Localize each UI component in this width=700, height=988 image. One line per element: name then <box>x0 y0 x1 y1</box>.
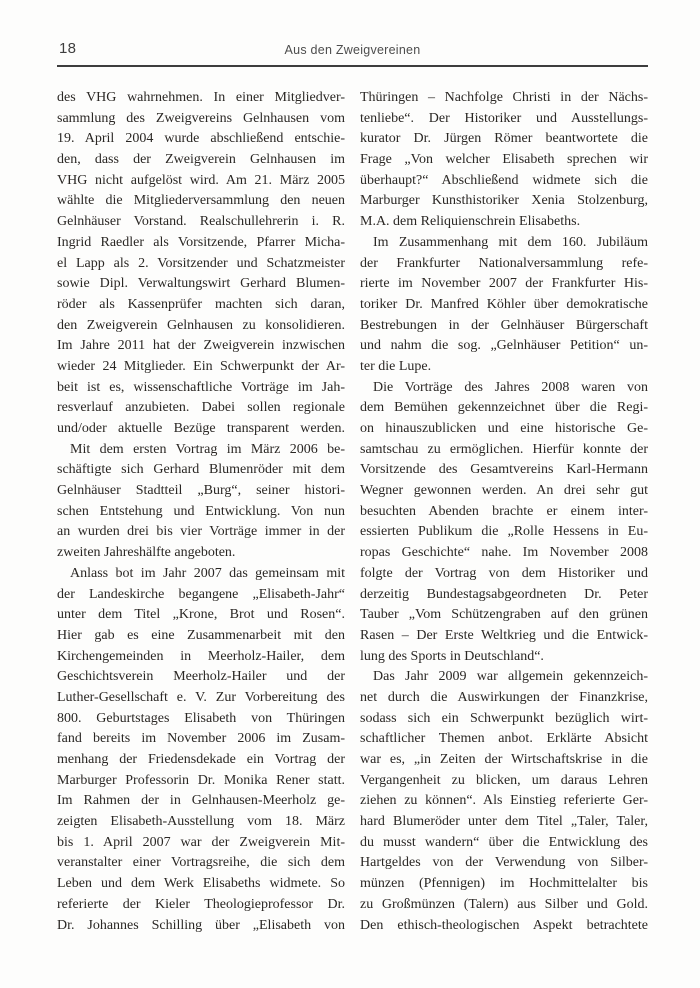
text-line: Rasen – Der Erste Weltkrieg und die Entwick- <box>360 627 648 643</box>
text-line: Mit dem ersten Vortrag im März 2006 be- <box>70 441 345 457</box>
text-line: fand bereits im November 2006 im Zusam- <box>57 731 345 747</box>
text-line: unter dem Titel „Krone, Brot und Rosen“. <box>57 607 345 623</box>
text-line: überhaupt?“ Abschließend widmete sich die <box>360 172 648 188</box>
text-line: Anlass bot im Jahr 2007 das gemeinsam mit <box>70 565 345 581</box>
text-line: den Zweigverein Gelnhausen zu konsolidieren. <box>57 317 345 333</box>
text-line: schäftigte sich Gerhard Blumenröder mit dem <box>57 462 345 478</box>
text-line: Hartgeldes von der Verwendung von Silber- <box>360 855 648 871</box>
text-line: Thüringen – Nachfolge Christi in der Nächs- <box>360 90 648 105</box>
text-line: on hinauszublicken und eine historische Ge- <box>360 421 648 436</box>
text-line: zu Großmünzen (Talern) aus Silber und Gold. <box>360 896 648 912</box>
text-line: den, dass der Zweigverein Gelnhausen im <box>57 152 345 168</box>
text-line: röder als Kassenprüfer machten sich daran, <box>57 296 345 312</box>
text-line: ropas Geschichte“ nahe. Im November 2008 <box>360 545 648 561</box>
text-line: ziehen zu können“. Als Einstieg referierte Ger- <box>360 793 648 809</box>
text-line: du musst wandern“ über die Entwicklung des <box>360 834 648 850</box>
text-line: resverlauf anzubieten. Dabei sollen regionale <box>57 400 345 416</box>
text-line: lung des Sports in Deutschland“. <box>360 648 544 664</box>
text-line: und nahm die sog. „Gelnhäuser Petition“ un- <box>360 338 648 354</box>
text-line: Im Jahre 2011 hat der Zweigverein inzwischen <box>57 338 345 354</box>
text-line: Gelnhäuser Vorstand. Realschullehrerin i. R. <box>57 214 345 230</box>
text-line: essierten Publikum die „Rolle Hessens in Eu- <box>360 524 648 540</box>
text-line: Geschichtsverein Meerholz-Hailer und der <box>57 669 345 685</box>
text-line: Gelnhäuser Stadtteil „Burg“, seiner histori- <box>57 483 345 499</box>
text-line: 19. April 2004 wurde abschließend entschie- <box>57 131 345 147</box>
text-line: Im Zusammenhang mit dem 160. Jubiläum <box>373 234 648 250</box>
text-column-left <box>57 88 345 936</box>
text-line: referierte der Kieler Theologieprofessor Dr. <box>57 896 345 912</box>
text-line: folgte der Vortrag von dem Historiker und <box>360 565 648 581</box>
text-line: war es, „in Zeiten der Wirtschaftskrise in die <box>360 752 648 767</box>
text-line: und/oder aktuelle Bezüge transparent werden. <box>57 421 345 436</box>
text-columns <box>57 88 648 936</box>
text-line: beit ist es, wissenschaftliche Vorträge im Jah- <box>57 379 345 395</box>
text-line: VHG nicht aufgelöst wird. Am 21. März 2005 <box>57 172 345 188</box>
text-column-right <box>360 88 648 936</box>
text-line: derzeitig Bundestagsabgeordneten Dr. Peter <box>360 586 648 602</box>
text-line: des VHG wahrnehmen. In einer Mitgliedver- <box>57 90 345 105</box>
text-line: Die Vorträge des Jahres 2008 waren von <box>373 379 648 395</box>
text-line: Luther-Gesellschaft e. V. Zur Vorbereitung des <box>57 689 345 705</box>
text-line: rierte im November 2007 der Frankfurter His- <box>360 276 648 292</box>
text-line: der Frankfurter Nationalversammlung refe- <box>360 255 648 271</box>
text-line: 800. Geburtstages Elisabeth von Thüringen <box>57 710 345 726</box>
page-header <box>57 40 648 60</box>
text-line: schen Entstehung und Entwicklung. Von nun <box>57 503 345 519</box>
text-line: samtschau zu ermöglichen. Hierfür konnte der <box>360 441 648 457</box>
running-header-title: Aus den Zweigvereinen <box>284 43 421 57</box>
text-line: Das Jahr 2009 war allgemein gekennzeich- <box>373 669 648 685</box>
text-line: münzen (Pfennigen) im Hochmittelalter bis <box>360 876 648 892</box>
text-line: Dr. Johannes Schilling über „Elisabeth von <box>57 917 345 933</box>
text-line: M.A. dem Reliquienschrein Elisabeths. <box>360 214 581 230</box>
text-line: wieder 24 Mitglieder. Ein Schwerpunkt der Ar- <box>57 358 345 374</box>
text-line: Tauber „Vom Schützengraben auf den grünen <box>360 607 648 623</box>
text-line: Frage „Von welcher Elisabeth sprechen wir <box>360 152 648 168</box>
text-line: Im Rahmen der in Gelnhausen-Meerholz ge- <box>57 793 345 809</box>
text-line: der Landeskirche begangene „Elisabeth-Jahr“ <box>57 586 345 602</box>
text-line: besuchten Abenden brachte er einem inter- <box>360 503 648 519</box>
text-line: veranstalter einer Vortragsreihe, die sich dem <box>57 855 345 871</box>
text-line: Marburger Kunsthistoriker Xenia Stolzenburg, <box>360 193 648 209</box>
text-line: toriker Dr. Manfred Köhler über demokratische <box>360 296 648 312</box>
text-line: schaftlicher Themen anbot. Erklärte Absicht <box>360 731 648 747</box>
page-number: 18 <box>59 40 77 57</box>
text-line: sammlung des Zweigvereins Gelnhausen vom <box>57 110 345 126</box>
text-line: ter die Lupe. <box>360 358 432 374</box>
text-line: an wurden drei bis vier Vorträge immer in der <box>57 524 345 540</box>
text-line: menhang der Friedensdekade ein Vortrag der <box>57 752 345 767</box>
text-line: net durch die Auswirkungen der Finanzkrise, <box>360 689 648 705</box>
text-line: hard Blumeröder unter dem Titel „Taler, Taler, <box>360 814 648 830</box>
text-line: Wegner gewonnen werden. An drei sehr gut <box>360 483 648 499</box>
text-line: dem Bemühen gekennzeichnet über die Regi- <box>360 400 648 416</box>
text-line: sowie Dipl. Verwaltungswirt Gerhard Blumen- <box>57 276 345 292</box>
text-line: Vorsitzende des Gesamtvereins Karl-Hermann <box>360 462 648 478</box>
text-line: Hier gab es eine Zusammenarbeit mit den <box>57 627 345 643</box>
text-line: Ingrid Raedler als Vorsitzende, Pfarrer Micha- <box>57 234 345 250</box>
header-rule <box>57 65 648 67</box>
text-line: el Lapp als 2. Vorsitzender und Schatzmeister <box>57 255 345 271</box>
text-line: Leben und dem Werk Elisabeths widmete. So <box>57 876 345 892</box>
text-line: Vergangenheit zu blicken, um daraus Lehren <box>360 772 648 788</box>
text-line: bis 1. April 2007 war der Zweigverein Mit- <box>57 834 345 850</box>
text-line: Kirchengemeinden in Meerholz-Hailer, dem <box>57 648 345 664</box>
text-line: sodass sich ein Schwerpunkt bezüglich wirt- <box>360 710 648 726</box>
text-line: Bestrebungen in der Gelnhäuser Bürgerschaft <box>360 317 648 333</box>
text-line: wählte die Mitgliederversammlung den neuen <box>57 193 345 209</box>
text-line: tenliebe“. Der Historiker und Ausstellungs- <box>360 110 648 126</box>
text-line: zweiten Jahreshälfte angeboten. <box>57 545 236 561</box>
text-line: Marburger Professorin Dr. Monika Rener statt. <box>57 772 345 788</box>
text-line: kurator Dr. Jürgen Römer beantwortete die <box>360 131 648 147</box>
text-line: zeigten Elisabeth-Ausstellung vom 18. März <box>57 814 345 830</box>
text-line: Den ethisch-theologischen Aspekt betrachtete <box>360 917 648 933</box>
